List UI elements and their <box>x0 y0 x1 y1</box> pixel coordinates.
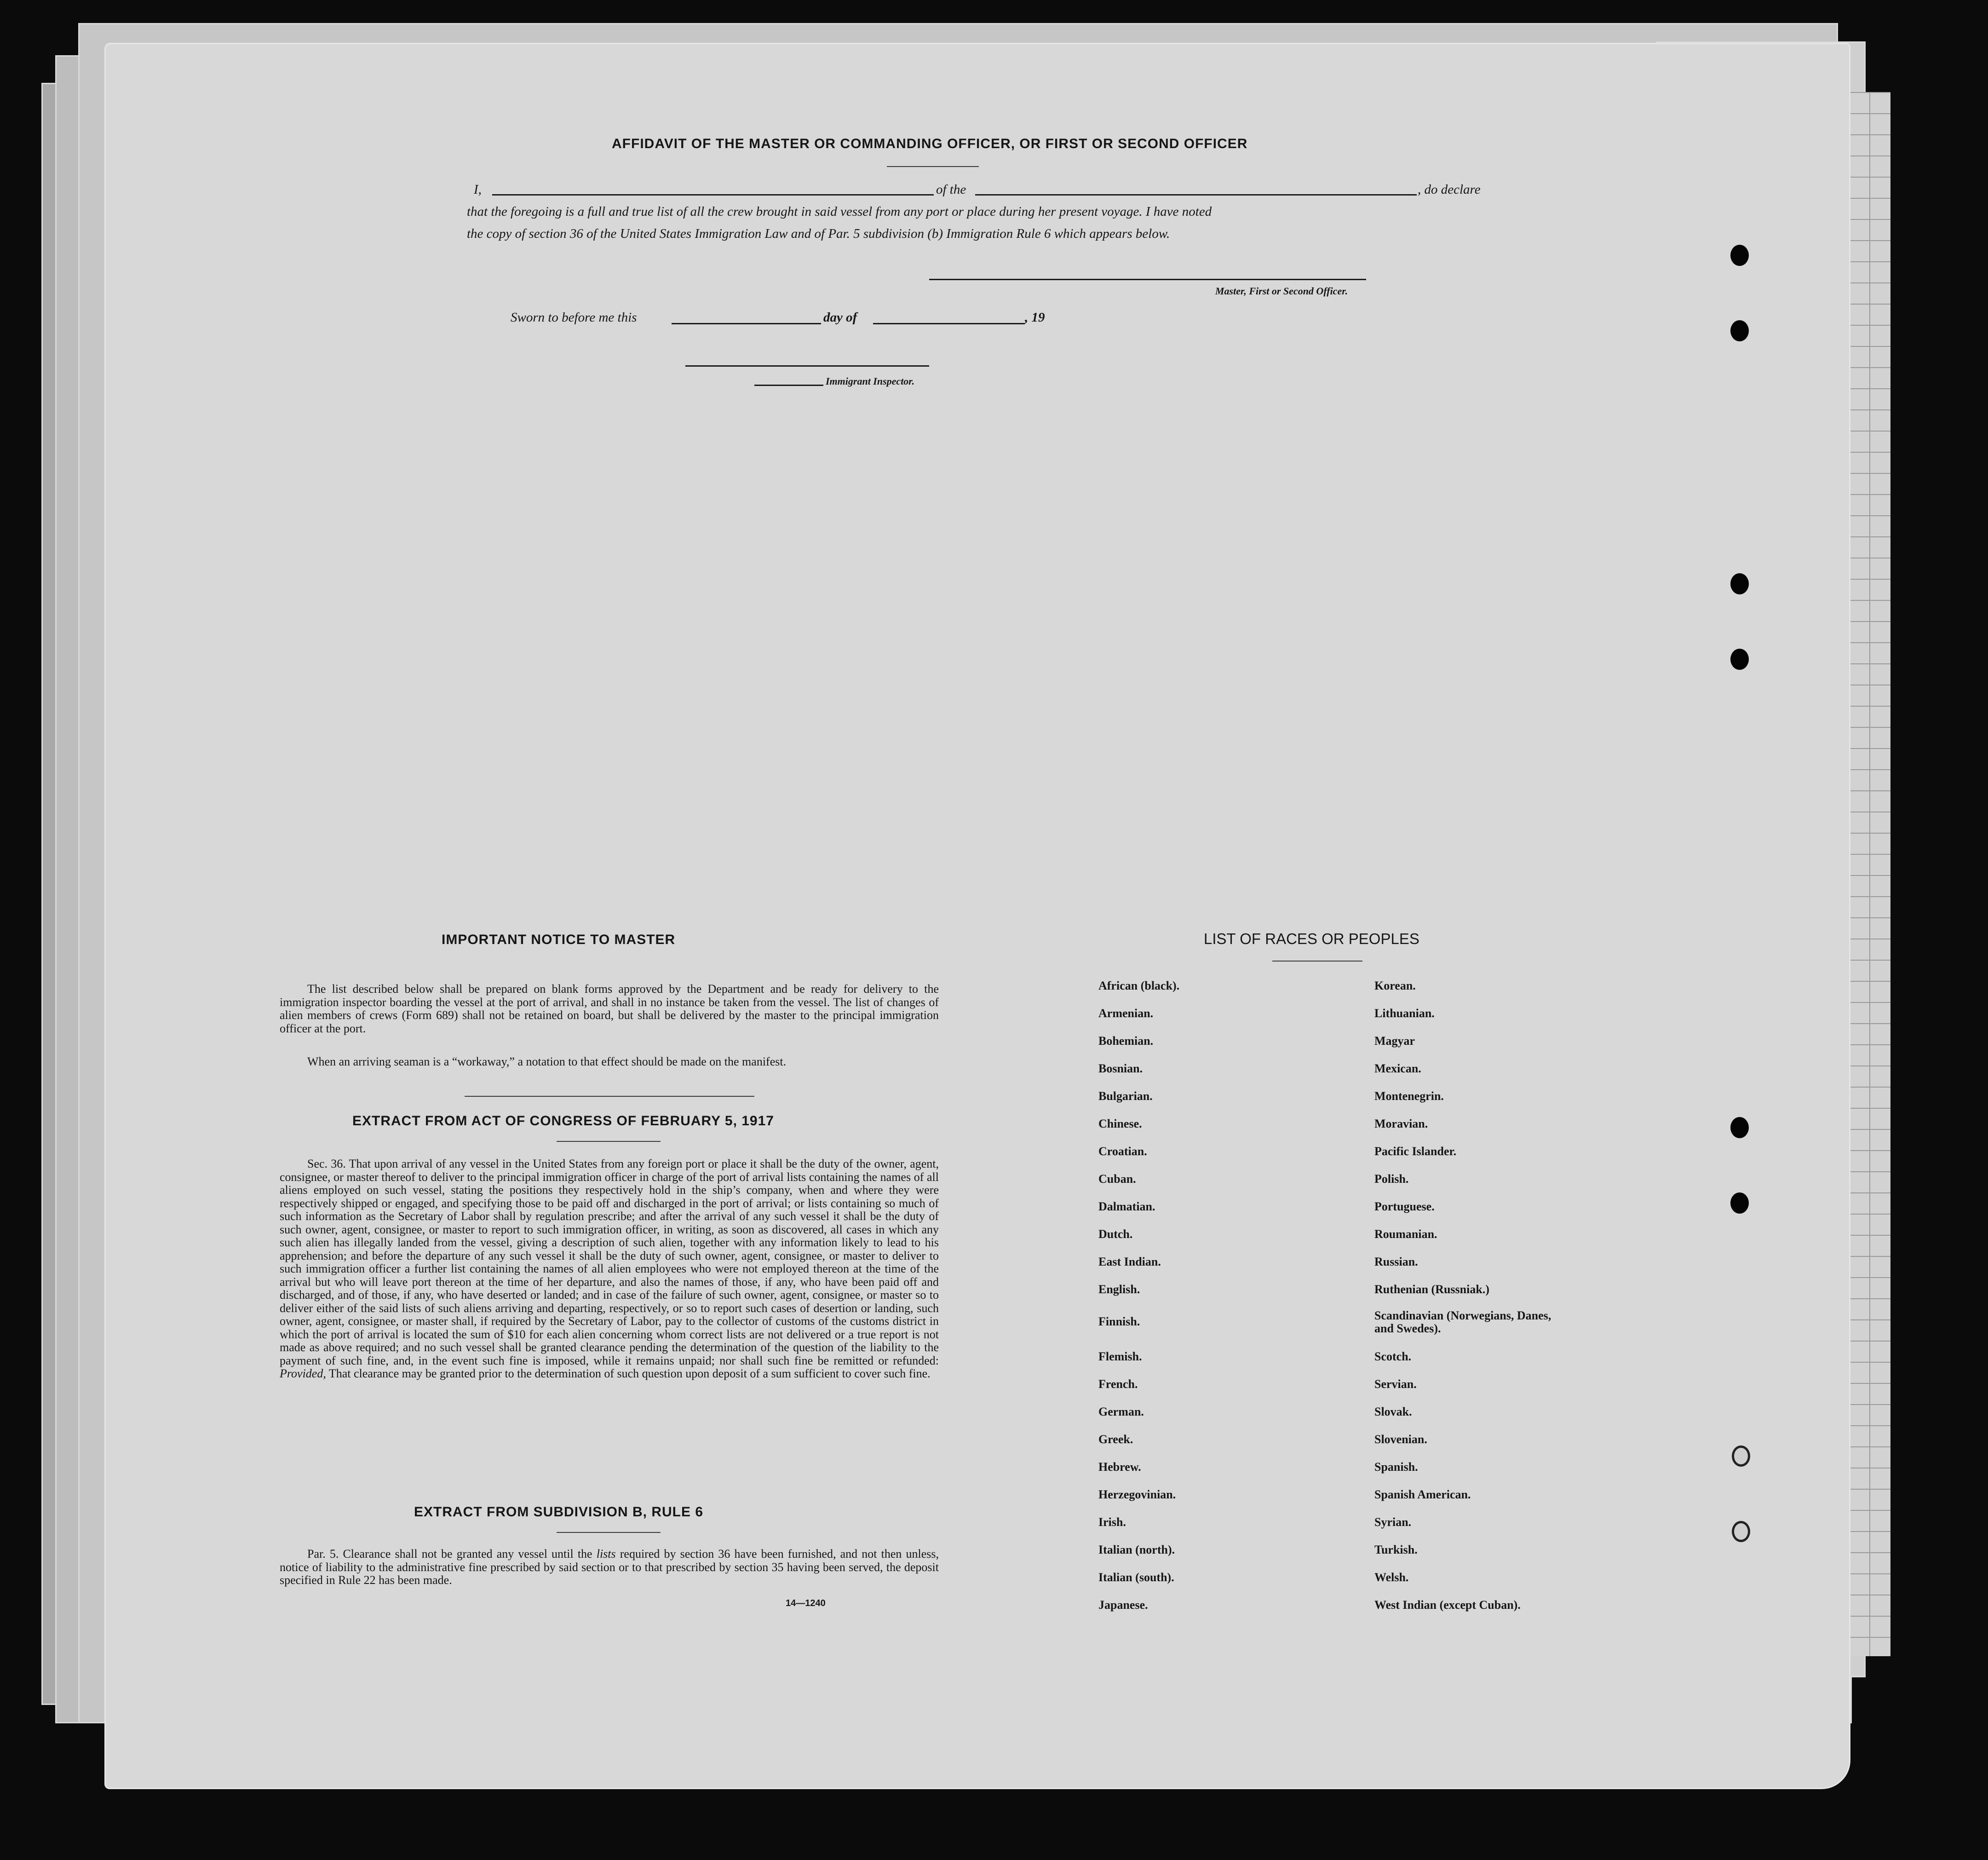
punch-hole <box>1730 245 1749 266</box>
affidavit-heading: AFFIDAVIT OF THE MASTER OR COMMANDING OFFICER, OR FIRST OR SECOND OFFICER <box>612 136 1248 151</box>
race-item: Flemish. <box>1098 1350 1142 1363</box>
race-item: Korean. <box>1374 979 1416 992</box>
punch-hole <box>1730 1192 1749 1214</box>
sworn-month-line[interactable] <box>873 323 1025 324</box>
sworn-label: Sworn to before me this <box>511 310 637 325</box>
race-item: Armenian. <box>1098 1007 1154 1020</box>
vessel-name-line[interactable] <box>975 194 1417 196</box>
sworn-day-line[interactable] <box>672 323 821 324</box>
race-item: English. <box>1098 1283 1140 1296</box>
race-item: German. <box>1098 1405 1144 1418</box>
notice-paragraph-1: The list described below shall be prepared on blank forms approved by the Department and be ready for delivery to the immigration inspector boarding the vessel at the port of arrival, and shall in no instance be taken from the vessel. The list of changes of alien members of crews (Form 689) shall not be retained on board, but shall be delivered by the master to the principal immigration officer at the port. <box>280 982 939 1035</box>
race-item: Hebrew. <box>1098 1460 1141 1474</box>
officer-signature-line[interactable] <box>929 279 1366 280</box>
inspector-signature-line[interactable] <box>685 365 929 367</box>
race-item: Servian. <box>1374 1377 1417 1391</box>
race-item: Italian (north). <box>1098 1543 1175 1556</box>
race-item: Polish. <box>1374 1172 1409 1186</box>
race-item: Italian (south). <box>1098 1571 1174 1584</box>
race-item: Spanish. <box>1374 1460 1418 1474</box>
form-number: 14—1240 <box>786 1598 826 1608</box>
punch-hole <box>1732 1445 1750 1467</box>
officer-signature-label: Master, First or Second Officer. <box>1215 285 1348 297</box>
punch-hole <box>1730 573 1749 594</box>
punch-hole <box>1732 1521 1750 1542</box>
race-item: Cuban. <box>1098 1172 1136 1186</box>
race-item: Spanish American. <box>1374 1488 1471 1501</box>
inspector-short-line <box>754 385 823 386</box>
race-item: Slovenian. <box>1374 1433 1427 1446</box>
affidavit-line-2: that the foregoing is a full and true list of all the crew brought in said vessel from any port or place during her present voyage. I have noted <box>467 204 1212 219</box>
race-item: Ruthenian (Russniak.) <box>1374 1283 1489 1296</box>
race-item: Montenegrin. <box>1374 1089 1444 1103</box>
notice-heading: IMPORTANT NOTICE TO MASTER <box>442 932 676 947</box>
race-item: Scotch. <box>1374 1350 1412 1363</box>
race-item: Irish. <box>1098 1515 1126 1529</box>
divider <box>1272 961 1362 962</box>
race-item: Russian. <box>1374 1255 1418 1268</box>
race-item: Dalmatian. <box>1098 1200 1155 1213</box>
race-item: Japanese. <box>1098 1598 1148 1612</box>
race-item: Slovak. <box>1374 1405 1412 1418</box>
race-item: Croatian. <box>1098 1145 1147 1158</box>
vessel-label: of the <box>936 182 966 197</box>
race-item: Welsh. <box>1374 1571 1409 1584</box>
race-item: Roumanian. <box>1374 1227 1437 1241</box>
rule-paragraph: Par. 5. Clearance shall not be granted any vessel until the lists required by section 36 have been furnished, and not then unless, notice of liability to the administrative fine prescribed by said section or to that prescribed by section 35 having been served, the deposit specified in Rule 22 has been made. <box>280 1547 939 1587</box>
race-item: Herzegovinian. <box>1098 1488 1176 1501</box>
race-item: West Indian (except Cuban). <box>1374 1598 1521 1612</box>
declare-text: , do declare <box>1418 182 1481 197</box>
race-item: Dutch. <box>1098 1227 1133 1241</box>
race-item: Syrian. <box>1374 1515 1412 1529</box>
race-item: Mexican. <box>1374 1062 1421 1075</box>
punch-hole <box>1730 1117 1749 1138</box>
divider <box>465 1096 754 1097</box>
day-of-label: day of <box>823 310 857 325</box>
race-item: African (black). <box>1098 979 1180 992</box>
race-item: Moravian. <box>1374 1117 1428 1130</box>
divider <box>557 1532 661 1533</box>
divider <box>887 166 979 167</box>
race-item: French. <box>1098 1377 1138 1391</box>
races-heading: LIST OF RACES OR PEOPLES <box>1204 930 1419 947</box>
declarant-label: I, <box>474 182 482 197</box>
divider <box>557 1141 661 1142</box>
manifest-sheet <box>106 44 1849 1788</box>
punch-hole <box>1730 649 1749 670</box>
race-item: Finnish. <box>1098 1315 1140 1328</box>
race-item: Scandinavian (Norwegians, Danes, and Swedes). <box>1374 1309 1551 1335</box>
race-item: Bohemian. <box>1098 1034 1154 1048</box>
race-item: Bulgarian. <box>1098 1089 1153 1103</box>
notice-paragraph-2: When an arriving seaman is a “workaway,” a notation to that effect should be made on the manifest. <box>307 1055 787 1068</box>
race-item: Lithuanian. <box>1374 1007 1435 1020</box>
rule-extract-heading: EXTRACT FROM SUBDIVISION B, RULE 6 <box>414 1504 704 1520</box>
race-item: Pacific Islander. <box>1374 1145 1457 1158</box>
section-36-text: Sec. 36. That upon arrival of any vessel in the United States from any foreign port or place it shall be the duty of the owner, agent, consignee, or master thereof to deliver to the principal immigration officer in charge of the port of arrival lists containing the names of all aliens employed on such vessel, stating the positions they respectively hold in the ship’s company, when and where they were respectively shipped or engaged, and specifying those to be paid off and discharged in the port of arrival; or lists containing so much of such information as the Secretary of Labor shall by regulation prescribe; and after the arrival of any such vessel it shall be the duty of such owner, agent, consignee, or master to report to such immigration officer, in writing, as soon as discovered, all cases in which any such alien has illegally landed from the vessel, giving a description of such alien, together with any information likely to lead to his apprehension; and before the departure of any such vessel it shall be the duty of such owner, agent, consignee, or master to deliver to such immigration officer a further list containing the names of all alien employees who were not employed thereon at the time of the arrival but who will leave port thereon at the time of her departure, and also the names of those, if any, who have been paid off and discharged, and of those, if any, who have deserted or landed; and in case of the failure of such owner, agent, consignee, or master so to deliver either of the said lists of such aliens arriving and departing, respectively, or so to report such cases of desertion or landing, such owner, agent, consignee, or master shall, if required by the Secretary of Labor, pay to the collector of customs of the customs district in which the port of arrival is located the sum of $10 for each alien concerning whom correct lists are not delivered or a true report is not made as above required; and no such vessel shall be granted clearance pending the determination of the question of the liability to the payment of such fine, and, in the event such fine is imposed, while it remains unpaid; nor shall such fine be remitted or refunded: Provided, That clearance may be granted prior to the determination of such question upon deposit of a sum sufficient to cover such fine. <box>280 1157 939 1380</box>
declarant-name-line[interactable] <box>492 194 934 196</box>
race-item: Magyar <box>1374 1034 1415 1048</box>
punch-hole <box>1730 320 1749 341</box>
year-label: , 19 <box>1025 310 1045 325</box>
race-item: Bosnian. <box>1098 1062 1143 1075</box>
act-extract-heading: EXTRACT FROM ACT OF CONGRESS OF FEBRUARY 5, 1917 <box>352 1113 774 1129</box>
inspector-label: Immigrant Inspector. <box>826 375 915 387</box>
race-item: Portuguese. <box>1374 1200 1435 1213</box>
affidavit-line-3: the copy of section 36 of the United States Immigration Law and of Par. 5 subdivision (b) Immigration Rule 6 which appears below. <box>467 226 1170 241</box>
race-item: Chinese. <box>1098 1117 1142 1130</box>
race-item: Turkish. <box>1374 1543 1418 1556</box>
race-item: East Indian. <box>1098 1255 1161 1268</box>
race-item: Greek. <box>1098 1433 1133 1446</box>
